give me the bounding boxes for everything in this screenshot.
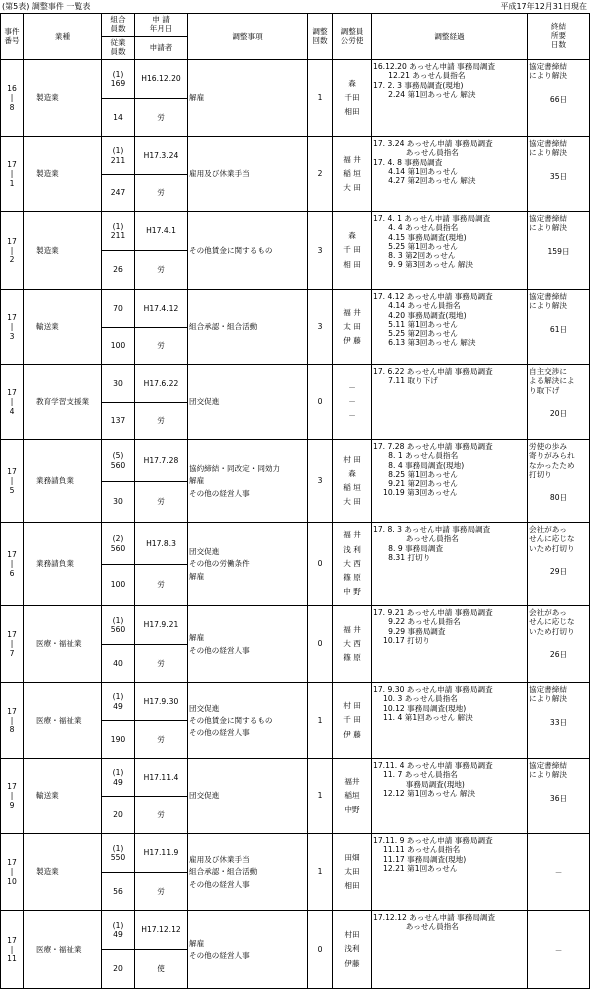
- employees: 26: [102, 251, 135, 290]
- mediators: 福 井 稲 垣 大 田: [333, 137, 372, 212]
- employees: 137: [102, 403, 135, 440]
- industry: 医療・福祉業: [24, 911, 102, 989]
- days-required: 61日: [549, 324, 568, 334]
- header-members: 組合 員数: [102, 14, 135, 37]
- result-and-days: [528, 834, 590, 911]
- table-row: [1, 683, 590, 721]
- applicant: 労: [135, 565, 188, 606]
- result-and-days: 協定書締結 により解決 66日: [528, 60, 590, 137]
- applicant: 使: [135, 950, 188, 989]
- industry: 医療・福祉業: [24, 606, 102, 683]
- header-industry: 業種: [24, 14, 102, 60]
- progress-log: 17. 9.30 あっせん申請 事務局調査 10. 3 あっせん員指名 10.12 事務局調査(現地) 11. 4 第1回あっせん 解決: [372, 683, 528, 759]
- result-and-days: 協定書締結 により解決 35日: [528, 137, 590, 212]
- days-required: －: [554, 868, 563, 878]
- days-required: 20日: [549, 408, 568, 418]
- application-date: H17.11.9: [135, 834, 188, 873]
- progress-log: 17.12.12 あっせん申請 事務局調査 あっせん員指名: [372, 911, 528, 989]
- application-date: H17.3.24: [135, 137, 188, 175]
- table-row: [1, 365, 590, 403]
- progress-log: 17. 9.21 あっせん申請 事務局調査 9.22 あっせん員指名 9.29 事務局調査 10.17 打切り: [372, 606, 528, 683]
- session-count: 3: [308, 290, 333, 365]
- applicant: 労: [135, 797, 188, 834]
- table-row: [1, 440, 590, 482]
- header-applicant: 申請者: [135, 37, 188, 60]
- mediation-cases-table: [0, 13, 590, 989]
- adjustment-subjects: 雇用及び休業手当: [188, 137, 308, 212]
- union-members: (1) 49: [102, 683, 135, 721]
- result-and-days: 会社があっ せんに応じな いため打切り 29日: [528, 523, 590, 606]
- result-and-days: 自主交渉に よる解決によ り取下げ 20日: [528, 365, 590, 440]
- adjustment-subjects: その他賃金に関するもの: [188, 212, 308, 290]
- case-number: 17 | 11: [1, 911, 24, 989]
- union-members: (1) 49: [102, 759, 135, 797]
- table-row: [1, 759, 590, 797]
- page-header: [0, 0, 590, 13]
- progress-log: 17. 4.12 あっせん申請 事務局調査 4.14 あっせん員指名 4.20 事務局調査(現地) 5.11 第1回あっせん 5.25 第2回あっせん 6.13 第3回あっせん 解決: [372, 290, 528, 365]
- application-date: H17.9.21: [135, 606, 188, 645]
- application-date: H17.7.28: [135, 440, 188, 482]
- table-body: [1, 60, 590, 989]
- case-number: 17 | 5: [1, 440, 24, 523]
- mediators: 福 井 浅 利 大 西 篠 原 中 野: [333, 523, 372, 606]
- industry: 医療・福祉業: [24, 683, 102, 759]
- days-required: 80日: [549, 493, 568, 502]
- days-required: 159日: [547, 246, 570, 256]
- table-row: [1, 137, 590, 175]
- application-date: H17.4.1: [135, 212, 188, 251]
- result-and-days: 協定書締結 により解決 159日: [528, 212, 590, 290]
- adjustment-subjects: 団交促進 その他賃金に関するもの その他の経営人事: [188, 683, 308, 759]
- case-number: 17 | 2: [1, 212, 24, 290]
- table-row: [1, 60, 590, 99]
- adjustment-subjects: 解雇 その他の経営人事: [188, 911, 308, 989]
- application-date: H16.12.20: [135, 60, 188, 99]
- mediators: 森 千田 相田: [333, 60, 372, 137]
- applicant: 労: [135, 645, 188, 683]
- days-required: 36日: [549, 793, 568, 803]
- adjustment-subjects: 団交促進: [188, 759, 308, 834]
- industry: 輸送業: [24, 290, 102, 365]
- result-and-days: 会社があっ せんに応じな いため打切り 26日: [528, 606, 590, 683]
- case-number: 17 | 6: [1, 523, 24, 606]
- result-and-days: 協定書締結 により解決 36日: [528, 759, 590, 834]
- result-and-days: 労使の歩み 寄りがみられ なかったため 打切り 80日: [528, 440, 590, 523]
- mediators: 福 井 太 田 伊 藤: [333, 290, 372, 365]
- progress-log: 17. 3.24 あっせん申請 事務局調査 あっせん員指名 17. 4. 8 事務局調査 4.14 第1回あっせん 4.27 第2回あっせん 解決: [372, 137, 528, 212]
- case-number: 17 | 7: [1, 606, 24, 683]
- session-count: 0: [308, 911, 333, 989]
- table-row: [1, 834, 590, 873]
- adjustment-subjects: 雇用及び休業手当 組合承認・組合活動 その他の経営人事: [188, 834, 308, 911]
- session-count: 0: [308, 523, 333, 606]
- mediators: 森 千 田 相 田: [333, 212, 372, 290]
- application-date: H17.12.12: [135, 911, 188, 950]
- table-row: [1, 523, 590, 565]
- application-date: H17.6.22: [135, 365, 188, 403]
- session-count: 3: [308, 440, 333, 523]
- employees: 14: [102, 99, 135, 137]
- as-of-date: 平成17年12月31日現在: [500, 2, 587, 11]
- adjustment-subjects: 団交促進: [188, 365, 308, 440]
- case-number: 17 | 10: [1, 834, 24, 911]
- applicant: 労: [135, 251, 188, 290]
- union-members: (1) 49: [102, 911, 135, 950]
- employees: 40: [102, 645, 135, 683]
- days-required: 33日: [549, 717, 568, 727]
- case-number: 16 | 8: [1, 60, 24, 137]
- case-number: 17 | 3: [1, 290, 24, 365]
- application-date: H17.4.12: [135, 290, 188, 328]
- applicant: 労: [135, 403, 188, 440]
- adjustment-subjects: 解雇: [188, 60, 308, 137]
- header-mediators: 調整員 公労使: [333, 14, 372, 60]
- session-count: 2: [308, 137, 333, 212]
- applicant: 労: [135, 721, 188, 759]
- session-count: 3: [308, 212, 333, 290]
- adjustment-subjects: 解雇 その他の経営人事: [188, 606, 308, 683]
- table-row: [1, 911, 590, 950]
- union-members: (1) 211: [102, 212, 135, 251]
- adjustment-subjects: 団交促進 その他の労働条件 解雇: [188, 523, 308, 606]
- industry: 教育学習支援業: [24, 365, 102, 440]
- union-members: (5) 560: [102, 440, 135, 482]
- result-and-days: 協定書締結 により解決 61日: [528, 290, 590, 365]
- application-date: H17.8.3: [135, 523, 188, 565]
- days-required: 29日: [549, 566, 568, 576]
- industry: 製造業: [24, 212, 102, 290]
- progress-log: 17. 6.22 あっせん申請 事務局調査 7.11 取り下げ: [372, 365, 528, 440]
- union-members: (1) 169: [102, 60, 135, 99]
- mediators: 福井 稲垣 中野: [333, 759, 372, 834]
- employees: 56: [102, 873, 135, 911]
- union-members: (2) 560: [102, 523, 135, 565]
- employees: 20: [102, 950, 135, 989]
- union-members: 70: [102, 290, 135, 328]
- case-number: 17 | 1: [1, 137, 24, 212]
- employees: 20: [102, 797, 135, 834]
- industry: 輸送業: [24, 759, 102, 834]
- result-and-days: [528, 911, 590, 989]
- progress-log: 17.11. 4 あっせん申請 事務局調査 11. 7 あっせん員指名 事務局調査(現地) 12.12 第1回あっせん 解決: [372, 759, 528, 834]
- case-number: 17 | 8: [1, 683, 24, 759]
- table-title: (第5表) 調整事件 一覧表: [2, 2, 91, 11]
- adjustment-subjects: 組合承認・組合活動: [188, 290, 308, 365]
- mediators: 福 井 大 西 篠 原: [333, 606, 372, 683]
- adjustment-subjects: 協約締結・同改定・同効力 解雇 その他の経営人事: [188, 440, 308, 523]
- days-required: 66日: [549, 94, 568, 104]
- header-result: 終結 所要 日数: [528, 14, 590, 60]
- industry: 製造業: [24, 834, 102, 911]
- table-row: [1, 290, 590, 328]
- header-employees: 従業 員数: [102, 37, 135, 60]
- session-count: 1: [308, 759, 333, 834]
- session-count: 1: [308, 683, 333, 759]
- union-members: (1) 550: [102, 834, 135, 873]
- union-members: (1) 211: [102, 137, 135, 175]
- industry: 業務請負業: [24, 523, 102, 606]
- applicant: 労: [135, 328, 188, 365]
- header-case-no: 事件 番号: [1, 14, 24, 60]
- progress-log: 17.11. 9 あっせん申請 事務局調査 11.11 あっせん員指名 11.17 事務局調査(現地) 12.21 第1回あっせん: [372, 834, 528, 911]
- result-and-days: 協定書締結 により解決 33日: [528, 683, 590, 759]
- session-count: 1: [308, 60, 333, 137]
- applicant: 労: [135, 873, 188, 911]
- case-number: 17 | 4: [1, 365, 24, 440]
- progress-log: 16.12.20 あっせん申請 事務局調査 12.21 あっせん員指名 17. 2. 3 事務局調査(現地) 2.24 第1回あっせん 解決: [372, 60, 528, 137]
- progress-log: 17. 4. 1 あっせん申請 事務局調査 4. 4 あっせん員指名 4.15 事務局調査(現地) 5.25 第1回あっせん 8. 3 第2回あっせん 9. 9 第3回あっせん 解決: [372, 212, 528, 290]
- employees: 100: [102, 328, 135, 365]
- industry: 製造業: [24, 60, 102, 137]
- header-progress: 調整経過: [372, 14, 528, 60]
- applicant: 労: [135, 99, 188, 137]
- mediators: 村 田 千 田 伊 藤: [333, 683, 372, 759]
- employees: 30: [102, 482, 135, 523]
- mediators: 村田 浅利 伊藤: [333, 911, 372, 989]
- days-required: 26日: [549, 649, 568, 659]
- application-date: H17.11.4: [135, 759, 188, 797]
- table-row: [1, 606, 590, 645]
- progress-log: 17. 7.28 あっせん申請 事務局調査 8. 1 あっせん員指名 8. 4 事務局調査(現地) 8.25 第1回あっせん 9.21 第2回あっせん 10.19 第3回あっせん: [372, 440, 528, 523]
- session-count: 0: [308, 606, 333, 683]
- industry: 製造業: [24, 137, 102, 212]
- days-required: 35日: [549, 171, 568, 181]
- session-count: 1: [308, 834, 333, 911]
- mediators: 田畑 太田 相田: [333, 834, 372, 911]
- employees: 190: [102, 721, 135, 759]
- employees: 247: [102, 175, 135, 212]
- days-required: －: [554, 945, 563, 955]
- union-members: (1) 560: [102, 606, 135, 645]
- table-row: [1, 212, 590, 251]
- mediators: － － －: [333, 365, 372, 440]
- employees: 100: [102, 565, 135, 606]
- header-subject: 調整事項: [188, 14, 308, 60]
- progress-log: 17. 8. 3 あっせん申請 事務局調査 あっせん員指名 8. 9 事務局調査 8.31 打切り: [372, 523, 528, 606]
- mediators: 村 田 森 稲 垣 大 田: [333, 440, 372, 523]
- union-members: 30: [102, 365, 135, 403]
- application-date: H17.9.30: [135, 683, 188, 721]
- case-number: 17 | 9: [1, 759, 24, 834]
- industry: 業務請負業: [24, 440, 102, 523]
- session-count: 0: [308, 365, 333, 440]
- header-sessions: 調整 回数: [308, 14, 333, 60]
- header-date: 申 請 年月日: [135, 14, 188, 37]
- applicant: 労: [135, 482, 188, 523]
- applicant: 労: [135, 175, 188, 212]
